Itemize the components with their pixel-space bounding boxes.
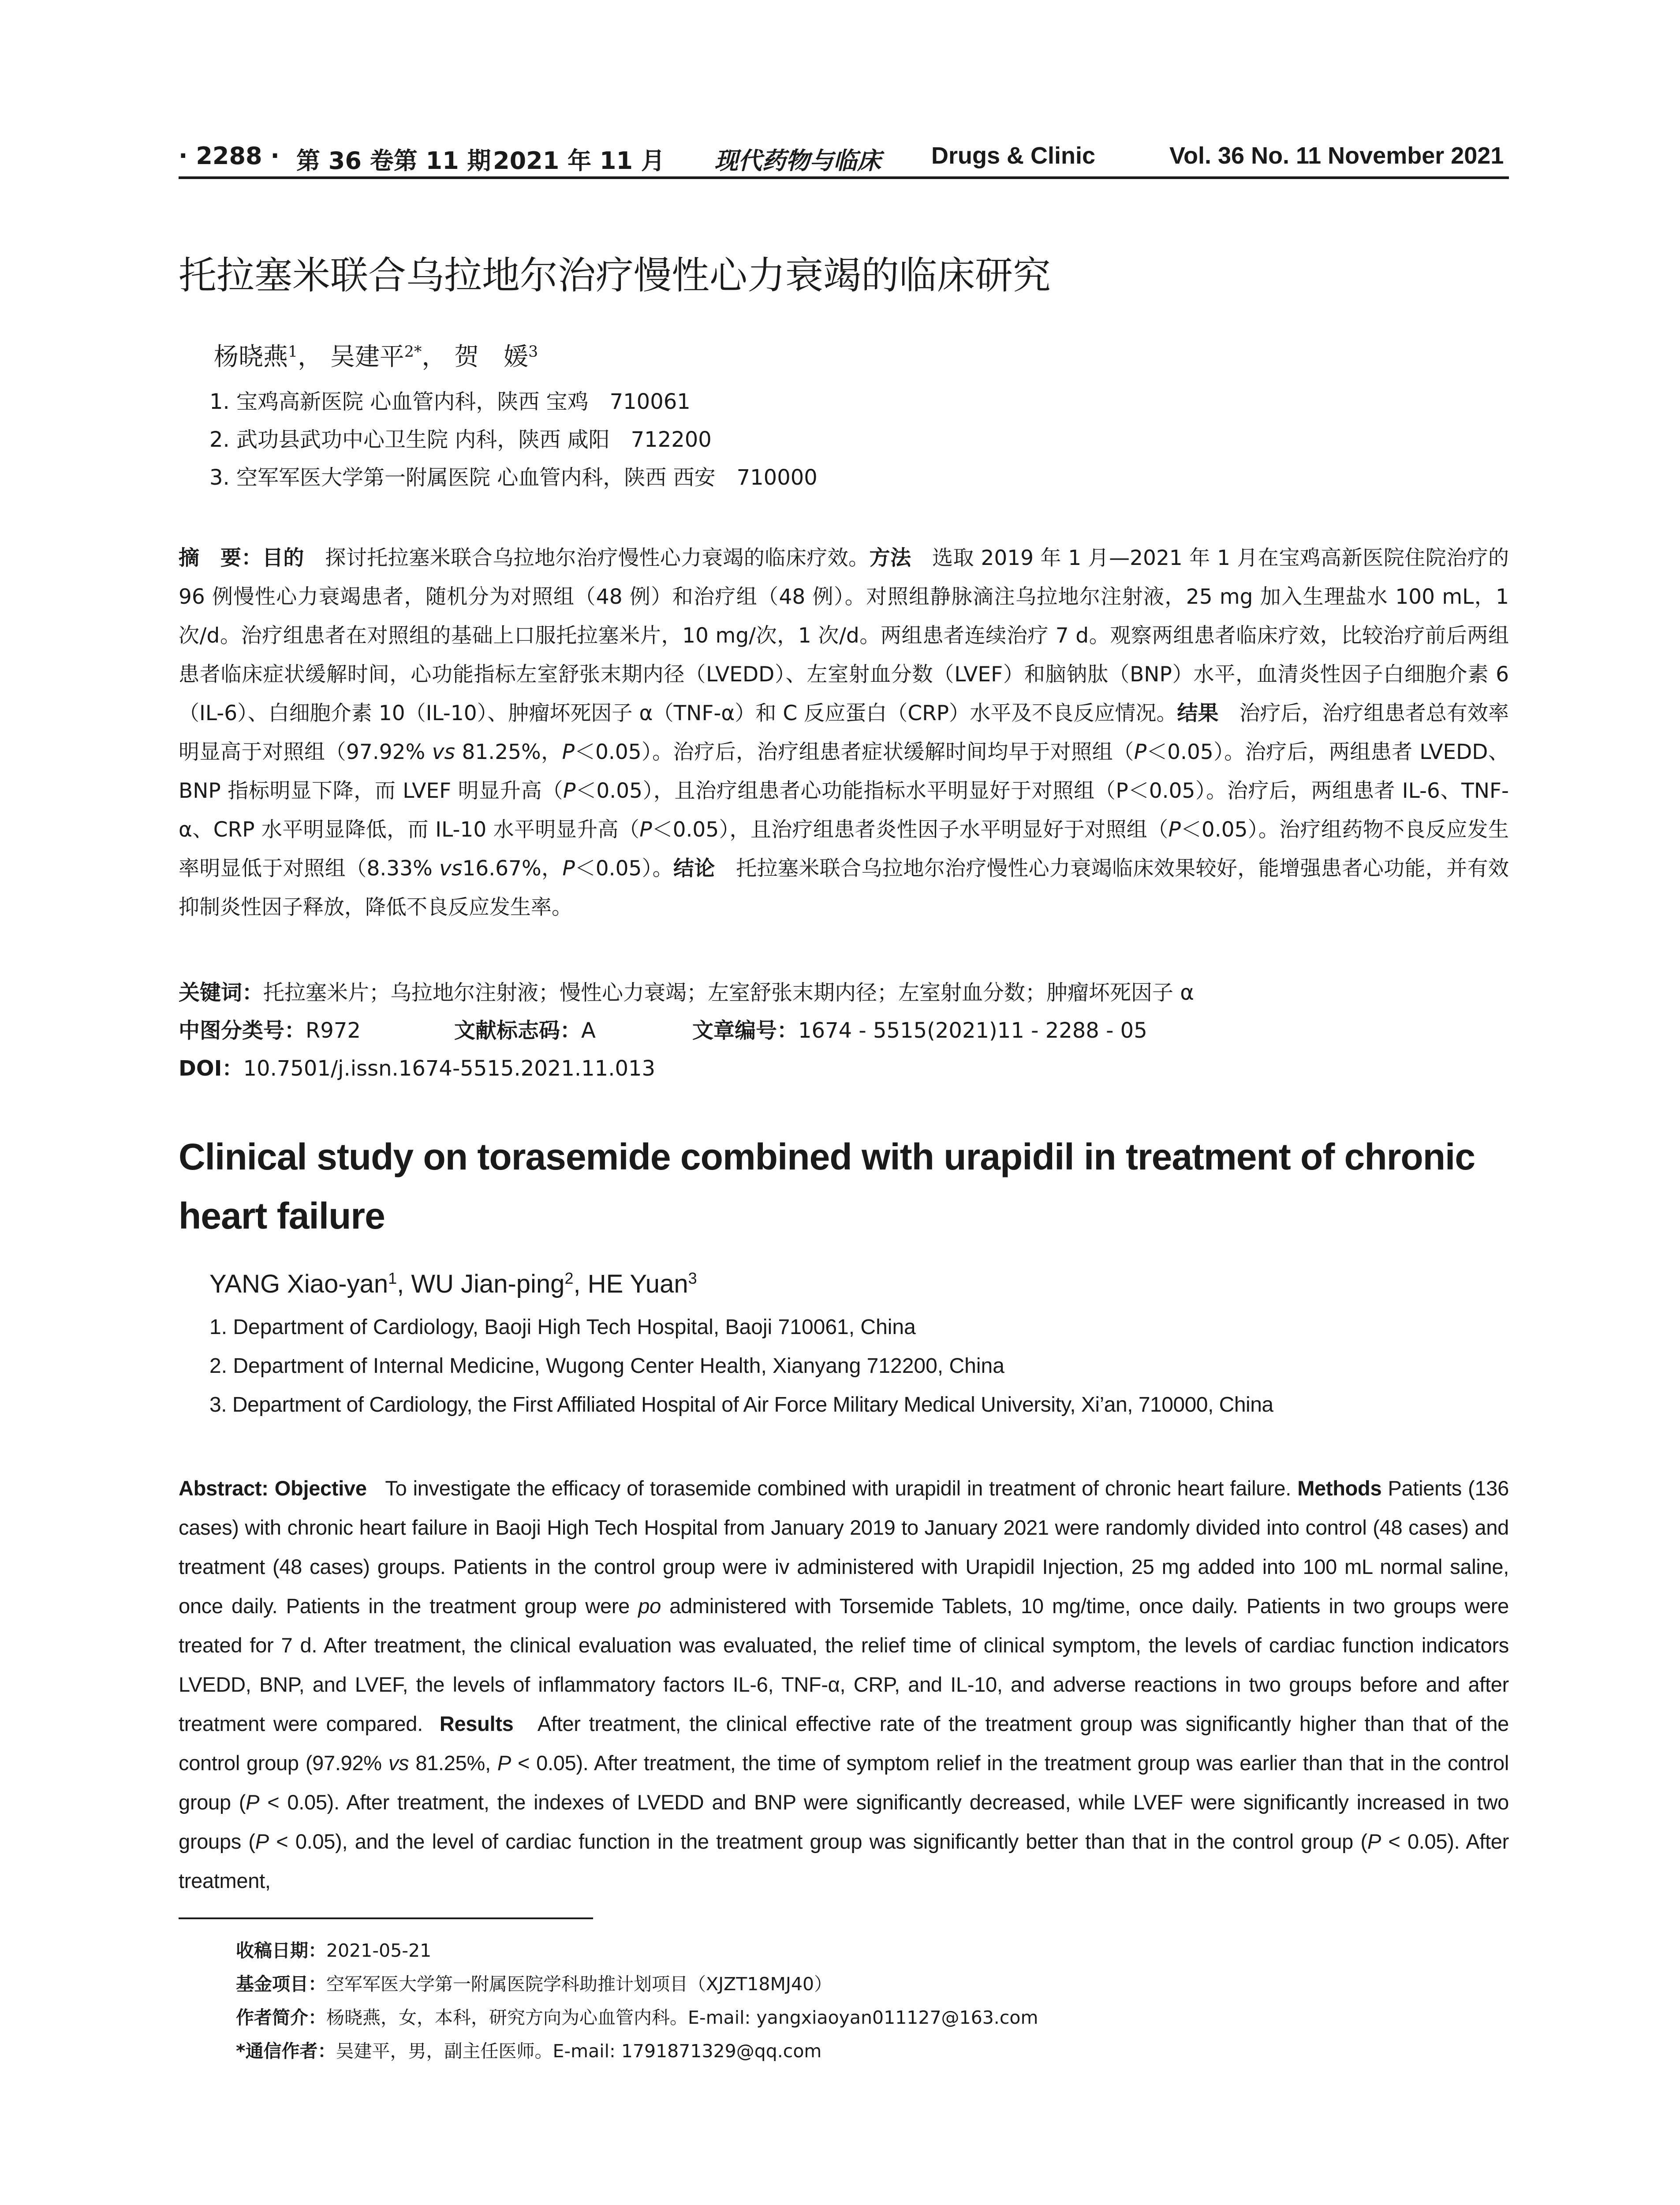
cn-vs: vs: [432, 740, 455, 764]
clc-value: R972: [306, 1018, 361, 1043]
cn-methods-label: 方法: [869, 546, 911, 570]
en-vs: vs: [388, 1751, 409, 1775]
footnote-text: 2021-05-21: [326, 1940, 432, 1961]
footnote-fund: [236, 1970, 832, 1996]
en-results-text: < 0.05), and the level of cardiac function in the treatment group was significantly better than that in the control group (: [269, 1830, 1367, 1853]
page-number: · 2288 ·: [179, 142, 280, 170]
cn-affiliation: 3. 空军军医大学第一附属医院 心血管内科，陕西 西安 710000: [209, 465, 818, 490]
doc-code-value: A: [581, 1018, 596, 1043]
en-methods-text: Patients (136 cases) with chronic heart failure in Baoji High Tech Hospital from January 2019 to January 2021 were randomly divided into control (48 cases) and treatment (48 cases) groups. Patients in the control group were iv administered with Urapidil Injection, 25 mg added into 100 mL normal saline, once daily. Patients in the treatment group were: [179, 1476, 1509, 1618]
article-number: [692, 1013, 1147, 1044]
footnote-rule: [179, 1917, 593, 1919]
cn-results-label: 结果: [1177, 701, 1219, 725]
footnote-text: 空军军医大学第一附属医院学科助推计划项目（XJZT18MJ40）: [326, 1973, 833, 1995]
cn-results-text: ＜0.05）。治疗组药物不良反应发生率明显低于对照组（8.33%: [179, 818, 1509, 881]
header-journal-en: Drugs & Clinic: [931, 142, 1096, 169]
cn-abstract-label: 摘 要：: [179, 546, 262, 570]
cn-author-sup: 2*: [404, 343, 422, 361]
cn-abstract: [179, 539, 1509, 927]
doc-code-label: 文献标志码：: [454, 1018, 582, 1043]
cn-p: P: [563, 779, 576, 803]
cn-results-text: ＜0.05）。: [575, 856, 674, 881]
cn-results-text: ＜0.05）。治疗后，治疗组患者症状缓解时间均早于对照组（: [575, 740, 1134, 764]
footnote-label: 作者简介：: [236, 2007, 326, 2028]
en-affiliation: 1. Department of Cardiology, Baoji High Tech Hospital, Baoji 710061, China: [209, 1316, 916, 1339]
en-results-text: 81.25%,: [409, 1751, 497, 1775]
en-abstract-label: Abstract: Objective: [179, 1476, 367, 1500]
en-po: po: [638, 1594, 661, 1618]
cn-results-text: 16.67%，: [462, 856, 563, 881]
cn-p: P: [562, 856, 575, 881]
en-abstract: [179, 1469, 1509, 1900]
cn-results-text: ＜0.05），且治疗组患者心功能指标水平明显好于对照组（P＜0.05）。治疗后，两组患者 IL-6、TNF-α、CRP 水平明显降低，而 IL-10 水平明显升高（: [179, 779, 1509, 842]
cn-results-text: ＜0.05），且治疗组患者炎性因子水平明显好于对照组（: [652, 818, 1169, 842]
footnote-text: 吴建平，男，副主任医师。E-mail: 1791871329@qq.com: [336, 2041, 822, 2062]
footnote-label: 收稿日期：: [236, 1940, 326, 1961]
cn-p: P: [562, 740, 575, 764]
en-title: Clinical study on torasemide combined with urapidil in treatment of chronic heart failure: [179, 1136, 1475, 1237]
en-objective: To investigate the efficacy of torasemide combined with urapidil in treatment of chronic heart failure.: [385, 1476, 1291, 1500]
en-results-text: < 0.05). After treatment,: [179, 1830, 1509, 1892]
cn-vs: vs: [439, 856, 463, 881]
en-methods-label: Methods: [1297, 1476, 1382, 1500]
clc-code: [179, 1013, 361, 1044]
en-author-sup: 1: [388, 1269, 397, 1288]
en-results-label: Results: [439, 1712, 514, 1735]
footnote-author-bio: [236, 2003, 1038, 2029]
doi-value: 10.7501/j.issn.1674-5515.2021.11.013: [243, 1056, 656, 1081]
header-journal-cn: 现代药物与临床: [714, 146, 881, 175]
en-affiliation: 2. Department of Internal Medicine, Wugong Center Health, Xianyang 712200, China: [209, 1354, 1004, 1378]
en-results-text: < 0.05). After treatment, the indexes of LVEDD and BNP were significantly decreased, while LVEF were significantly increased in two groups (: [179, 1790, 1509, 1853]
en-affiliation: 3. Department of Cardiology, the First Affiliated Hospital of Air Force Military Medical University, Xi’an, 710000, China: [209, 1393, 1273, 1416]
footnote-corresponding: [236, 2037, 821, 2063]
doi: [179, 1051, 655, 1082]
en-p: P: [255, 1830, 269, 1853]
article-no-label: 文章编号：: [692, 1018, 799, 1043]
en-author-name: YANG Xiao-yan: [209, 1270, 388, 1298]
cn-author-name: 杨晓燕: [214, 343, 288, 371]
doc-code: [454, 1013, 596, 1044]
cn-authors: 杨晓燕$^1$， 吴建平$^{2*}$， 贺 媛$^3$: [214, 343, 538, 371]
doi-label: DOI：: [179, 1056, 243, 1081]
cn-objective-label: 目的: [262, 546, 304, 570]
keywords-label: 关键词：: [179, 980, 264, 1005]
clc-label: 中图分类号：: [179, 1018, 306, 1043]
footnote-label: 基金项目：: [236, 1973, 326, 1995]
header-volume-en: Vol. 36 No. 11 November 2021: [1169, 142, 1504, 169]
cn-author-sup: 1: [288, 343, 298, 361]
en-p: P: [246, 1790, 260, 1814]
footnote-received: [236, 1936, 431, 1962]
cn-p: P: [1134, 740, 1147, 764]
header-date-cn: 2021 年 11 月: [493, 147, 665, 175]
header-rule: [179, 176, 1509, 179]
cn-author-name: 贺 媛: [454, 343, 529, 371]
en-methods-text: administered with Torsemide Tablets, 10 mg/time, once daily. Patients in two groups were treated for 7 d. After treatment, the clinical evaluation was evaluated, the relief time of clinical symptom, the levels of cardiac function indicators LVEDD, BNP, and LVEF, the levels of inflammatory factors IL-6, TNF-α, CRP, and IL-10, and adverse reactions in two groups before and after treatment were compared.: [179, 1594, 1509, 1735]
cn-affiliation: 2. 武功县武功中心卫生院 内科，陕西 咸阳 712200: [209, 427, 712, 452]
header-volume-cn: 第 36 卷第 11 期: [296, 147, 491, 175]
cn-p: P: [639, 818, 652, 842]
cn-results-text: 81.25%，: [455, 740, 562, 764]
cn-p: P: [1168, 818, 1181, 842]
cn-results-text: 治疗后，治疗组患者总有效率明显高于对照组（97.92%: [179, 701, 1509, 764]
footnote-text: 杨晓燕，女，本科，研究方向为心血管内科。E-mail: yangxiaoyan011127@163.com: [326, 2007, 1038, 2028]
footnote-label: *通信作者：: [236, 2041, 336, 2062]
en-results-text: After treatment, the clinical effective rate of the treatment group was significantly higher than that of the control group (97.92%: [179, 1712, 1509, 1775]
cn-conclusion-label: 结论: [673, 856, 715, 881]
en-author-name: HE Yuan: [587, 1270, 688, 1298]
cn-objective: 探讨托拉塞米联合乌拉地尔治疗慢性心力衰竭的临床疗效。: [325, 546, 870, 570]
cn-title: 托拉塞米联合乌拉地尔治疗慢性心力衰竭的临床研究: [179, 254, 1051, 298]
en-author-sup: 3: [688, 1269, 697, 1288]
cn-affiliation: 1. 宝鸡高新医院 心血管内科，陕西 宝鸡 710061: [209, 389, 691, 414]
en-author-sup: 2: [564, 1269, 574, 1288]
en-p: P: [497, 1751, 511, 1775]
cn-author-sup: 3: [528, 343, 538, 361]
cn-results-text: ＜0.05）。治疗后，两组患者 LVEDD、BNP 指标明显下降，而 LVEF 明显升高（: [179, 740, 1509, 803]
cn-author-name: 吴建平: [330, 343, 404, 371]
article-no-value: 1674 - 5515(2021)11 - 2288 - 05: [798, 1018, 1147, 1043]
keywords-text: 托拉塞米片；乌拉地尔注射液；慢性心力衰竭；左室舒张末期内径；左室射血分数；肿瘤坏死因子 α: [263, 980, 1194, 1005]
cn-methods: 选取 2019 年 1 月—2021 年 1 月在宝鸡高新医院住院治疗的 96 例慢性心力衰竭患者，随机分为对照组（48 例）和治疗组（48 例）。对照组静脉滴注乌拉地尔注射液，25 mg 加入生理盐水 100 mL，1 次/d。治疗组患者在对照组的基础上口服托拉塞米片，10 mg/次，1 次/d。两组患者连续治疗 7 d。观察两组患者临床疗效，比较治疗前后两组患者临床症状缓解时间，心功能指标左室舒张末期内径（LVEDD）、左室射血分数（LVEF）和脑钠肽（BNP）水平，血清炎性因子白细胞介素 6（IL-6）、白细胞介素 10（IL-10）、肿瘤坏死因子 α（TNF-α）和 C 反应蛋白（CRP）水平及不良反应情况。: [179, 546, 1509, 725]
cn-conclusion: 托拉塞米联合乌拉地尔治疗慢性心力衰竭临床效果较好，能增强患者心功能，并有效抑制炎性因子释放，降低不良反应发生率。: [179, 856, 1509, 919]
en-author-name: WU Jian-ping: [411, 1270, 565, 1298]
en-results-text: < 0.05). After treatment, the time of symptom relief in the treatment group was earlier than that in the control group (: [179, 1751, 1509, 1814]
cn-keywords: [179, 975, 1194, 1006]
en-authors: YANG Xiao-yan$^1$, WU Jian-ping$^2$, HE Yuan$^3$: [209, 1269, 697, 1298]
en-p: P: [1367, 1830, 1381, 1853]
